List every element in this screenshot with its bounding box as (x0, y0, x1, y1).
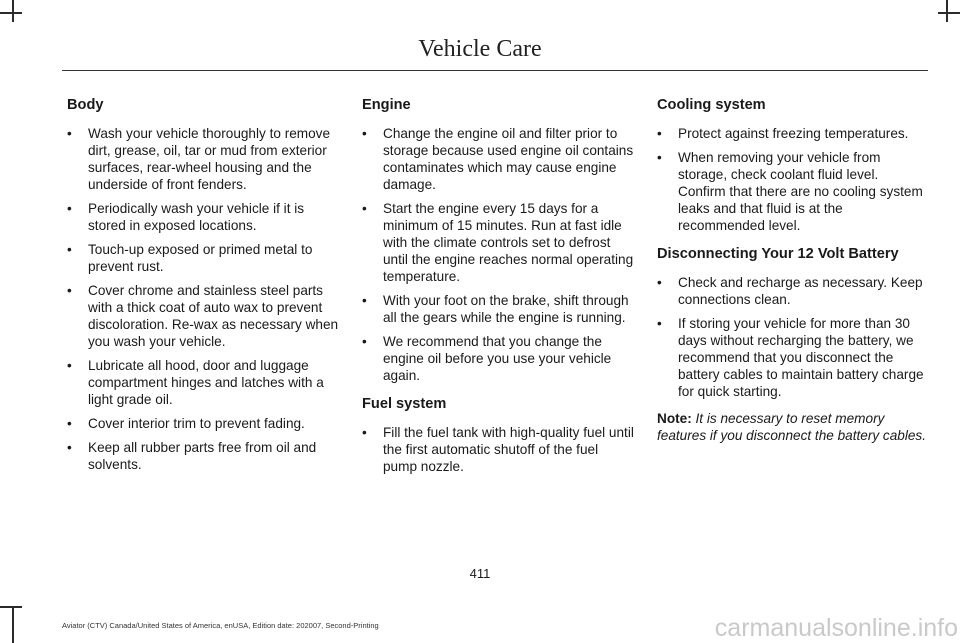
list-item-text: Periodically wash your vehicle if it is stored in exposed locations. (88, 201, 305, 233)
bullet-icon: • (67, 242, 72, 257)
bullet-icon: • (657, 126, 662, 141)
list-item-text: Change the engine oil and filter prior to storage because used engine oil contains contaminates which may cause engine damage. (383, 126, 634, 192)
bullet-list (657, 274, 929, 400)
list-item (362, 424, 634, 475)
crop-mark-top-right-horizontal (938, 12, 960, 14)
list-item-text: When removing your vehicle from storage, check coolant fluid level. Confirm that there are no cooling system leaks and that fluid is at the recommended level. (678, 150, 923, 233)
bullet-list (362, 125, 634, 384)
list-item-text: Fill the fuel tank with high-quality fuel until the first automatic shutoff of the fuel pump nozzle. (383, 425, 634, 474)
list-item (67, 200, 339, 234)
list-item (657, 149, 929, 234)
list-item (362, 125, 634, 193)
bullet-icon: • (362, 126, 367, 141)
bullet-icon: • (657, 150, 662, 165)
column-1 (67, 95, 339, 483)
bullet-icon: • (362, 425, 367, 440)
section-heading: Body (67, 97, 104, 113)
list-item-text: Cover chrome and stainless steel parts with a thick coat of auto wax to prevent discoloration. Re-wax as necessary when you wash your vehicle. (88, 283, 339, 349)
footer-edition: Aviator (CTV) Canada/United States of America, enUSA, Edition date: 202007, Second-Printing (62, 621, 379, 630)
crop-mark-bottom-left-horizontal (0, 606, 22, 608)
list-item (362, 200, 634, 285)
bullet-icon: • (657, 316, 662, 331)
list-item-text: Lubricate all hood, door and luggage compartment hinges and latches with a light grade oil. (88, 358, 324, 407)
bullet-icon: • (362, 293, 367, 308)
bullet-icon: • (67, 126, 72, 141)
watermark: carmanualsonline.info (714, 614, 958, 642)
section-heading: Fuel system (362, 396, 447, 412)
bullet-icon: • (362, 201, 367, 216)
bullet-icon: • (67, 283, 72, 298)
bullet-icon: • (67, 358, 72, 373)
bullet-icon: • (67, 440, 72, 455)
list-item (362, 292, 634, 326)
bullet-icon: • (362, 334, 367, 349)
section-heading: Disconnecting Your 12 Volt Battery (657, 246, 899, 262)
list-item-text: With your foot on the brake, shift through all the gears while the engine is running. (383, 293, 629, 325)
bullet-icon: • (67, 201, 72, 216)
list-item-text: If storing your vehicle for more than 30 days without recharging the battery, we recommend that you disconnect the battery cables to maintain battery charge for quick starting. (678, 316, 924, 399)
bullet-list (362, 424, 634, 475)
list-item (67, 241, 339, 275)
list-item-text: We recommend that you change the engine oil before you use your vehicle again. (383, 334, 612, 383)
bullet-list (657, 125, 929, 234)
bullet-list (67, 125, 339, 473)
column-3 (657, 95, 929, 444)
list-item-text: Keep all rubber parts free from oil and solvents. (88, 440, 317, 472)
list-item (657, 274, 929, 308)
section-heading: Cooling system (657, 97, 766, 113)
note-text: It is necessary to reset memory features if you disconnect the battery cables. (657, 411, 927, 443)
list-item (362, 333, 634, 384)
bullet-icon: • (657, 275, 662, 290)
page-title: Vehicle Care (418, 36, 542, 62)
list-item-text: Check and recharge as necessary. Keep connections clean. (678, 275, 923, 307)
list-item (67, 357, 339, 408)
page-number: 411 (469, 566, 491, 581)
list-item (657, 315, 929, 400)
note-label: Note: (657, 411, 692, 426)
list-item (67, 439, 339, 473)
crop-mark-bottom-left-vertical (12, 606, 14, 643)
list-item-text: Wash your vehicle thoroughly to remove dirt, grease, oil, tar or mud from exterior surfaces, rear-wheel housing and the underside of front fenders. (88, 126, 331, 192)
crop-mark-top-left-vertical (12, 0, 14, 22)
section-heading: Engine (362, 97, 411, 113)
crop-mark-top-right-vertical (946, 0, 948, 22)
list-item (657, 125, 929, 142)
list-item-text: Protect against freezing temperatures. (678, 126, 909, 141)
list-item (67, 125, 339, 193)
list-item (67, 415, 339, 432)
crop-mark-top-left-horizontal (0, 12, 22, 14)
list-item-text: Touch-up exposed or primed metal to prevent rust. (88, 242, 313, 274)
note (657, 410, 929, 444)
list-item-text: Cover interior trim to prevent fading. (88, 416, 305, 431)
column-2 (362, 95, 634, 485)
header-rule (62, 70, 928, 71)
list-item-text: Start the engine every 15 days for a minimum of 15 minutes. Run at fast idle with the climate controls set to defrost until the engine reaches normal operating temperature. (383, 201, 634, 284)
list-item (67, 282, 339, 350)
bullet-icon: • (67, 416, 72, 431)
